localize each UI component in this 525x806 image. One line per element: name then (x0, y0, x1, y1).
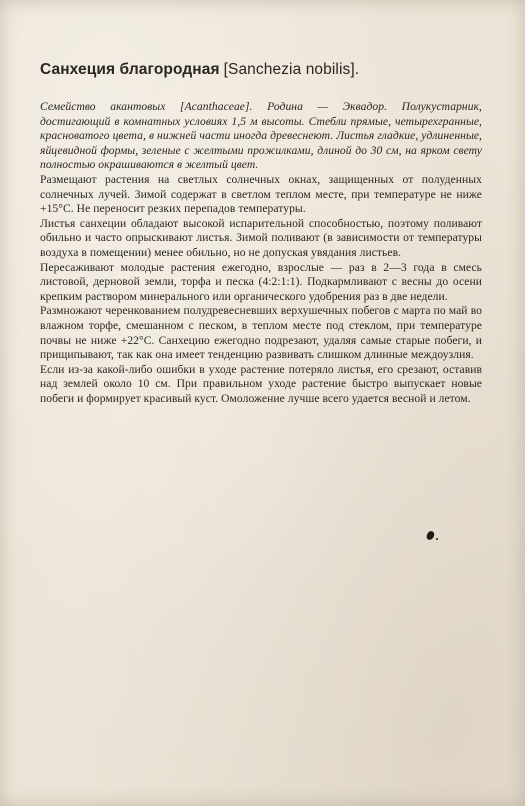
plant-title (40, 60, 482, 80)
ink-speck (426, 530, 436, 541)
paragraph-placement: Размещают растения на светлых солнечных окнах, защищенных от полуденных солнечных лучей. Зимой содержат в светлом теплом месте, при температуре не ниже +15°С. Не переносит резких перепадов температуры. (40, 172, 482, 216)
paragraph-transplanting: Пересаживают молодые растения ежегодно, взрослые — раз в 2—3 года в смесь листовой, дерновой земли, торфа и песка (4:2:1:1). Подкармливают с весны до осени крепким раствором минерального или органического удобрения раз в две недели. (40, 260, 482, 303)
plant-name-russian: Санхеция благородная (40, 61, 220, 78)
plant-name-latin: [Sanchezia nobilis]. (223, 61, 360, 78)
paragraph-description: Семейство акантовых [Acanthaceae]. Родина — Эквадор. Полукустарник, достигающий в комнатных условиях 1,5 м высоты. Стебли прямые, четырехгранные, красноватого цвета, в нижней части иногда древеснеют. Листья гладкие, удлиненные, яйцевидной формы, зеленые с желтыми прожилками, длиной до 30 см, на ярком свету полностью окрашиваются в желтый цвет. (40, 100, 482, 172)
article-body (40, 100, 482, 406)
paragraph-propagation: Размножают черенкованием полудревесневших верхушечных побегов с марта по май во влажном торфе, смешанном с песком, в теплом месте под стеклом, при температуре почвы не ниже +22°С. Санхецию ежегодно подрезают, удаляя самые старые побеги, и прищипывают, так как она имеет тенденцию развивать слишком длинные междоузлия. (40, 304, 482, 362)
paragraph-rejuvenation: Если из-за какой-либо ошибки в уходе растение потеряло листья, его срезают, оставив над землей около 10 см. При правильном уходе растение быстро выпускает новые побеги и формирует красивый куст. Омоложение лучше всего удается весной и летом. (40, 362, 482, 405)
ink-dot (436, 538, 438, 540)
paragraph-watering: Листья санхеции обладают высокой испарительной способностью, поэтому поливают обильно и часто опрыскивают листья. Зимой поливают (в зависимости от температуры воздуха в помещении) менее обильно, но не допуская увядания листьев. (40, 216, 482, 259)
plant-card (40, 60, 482, 406)
